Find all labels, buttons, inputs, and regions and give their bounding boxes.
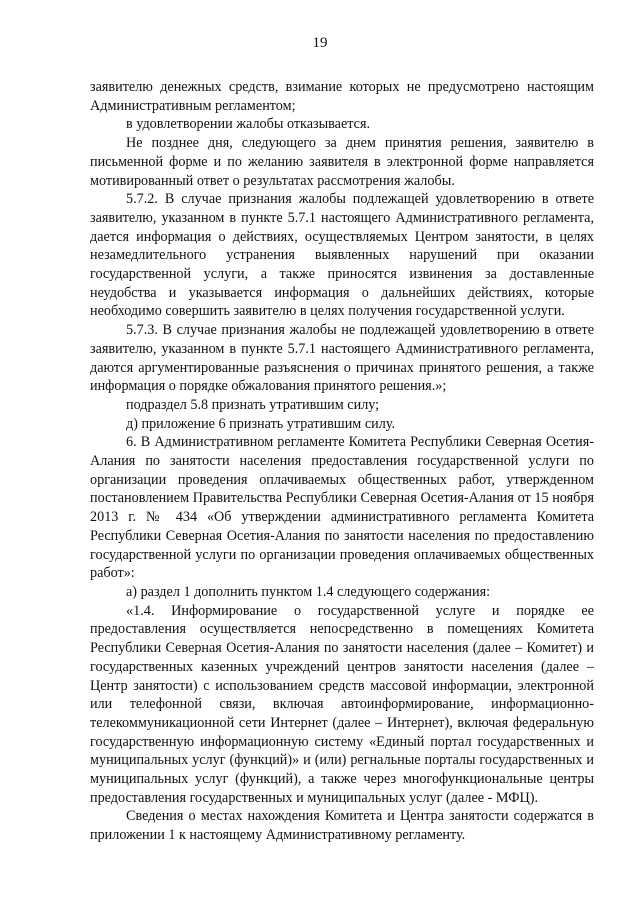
paragraph: Сведения о местах нахождения Комитета и Центра занятости содержатся в приложении 1 к настоящему Административному регламенту. xyxy=(90,808,594,844)
paragraph: 6. В Административном регламенте Комитета Республики Северная Осетия-Алания по занятости населения предоставления государственной услуги по организации проведения оплачиваемых общественных работ, утвержденном постановлением Правительства Республики Северная Осетия-Алания от 15 ноября 2013 г. № 434 «Об утверждении административного регламента Комитета Республики Северная Осетия-Алания по занятости населения по предоставлению государственной услуги по организации проведения оплачиваемых общественных работ»: xyxy=(90,434,594,582)
document-body xyxy=(90,78,594,845)
paragraph: подраздел 5.8 признать утратившим силу; xyxy=(126,396,380,413)
paragraph: а) раздел 1 дополнить пунктом 1.4 следующего содержания: xyxy=(126,583,491,600)
paragraph: в удовлетворении жалобы отказывается. xyxy=(126,116,371,133)
paragraph: д) приложение 6 признать утратившим силу. xyxy=(126,415,396,432)
paragraph: 5.7.2. В случае признания жалобы подлежащей удовлетворению в ответе заявителю, указанном в пункте 5.7.1 настоящего Административного регламента, дается информация о действиях, осуществляемых Центром занятости, в целях незамедлительного устранения выявленных нарушений при оказании государственной услуги, а также приносятся извинения за доставленные неудобства и указывается информация о дальнейших действиях, которые необходимо совершить заявителю в целях получения государственной услуги. xyxy=(90,191,594,320)
paragraph: заявителю денежных средств, взимание которых не предусмотрено настоящим Административным регламентом; xyxy=(90,79,594,114)
page-number: 19 xyxy=(312,35,328,51)
paragraph: «1.4. Информирование о государственной услуге и порядке ее предоставления осуществляется непосредственно в помещениях Комитета Республики Северная Осетия-Алания по занятости населения (далее – Комитет) и государственных казенных учреждений центров занятости населения (далее – Центр занятости) с использованием средств массовой информации, электронной или телефонной связи, включая автоинформирование, информационно-телекоммуникационной сети Интернет (далее – Интернет), включая федеральную государственную информационную систему «Единый портал государственных и муниципальных услуг (функций)» и (или) регнальные порталы государственных и муниципальных услуг (функций), а также через многофункциональные центры предоставления государственных и муниципальных услуг (далее - МФЦ). xyxy=(90,602,594,806)
paragraph: 5.7.3. В случае признания жалобы не подлежащей удовлетворению в ответе заявителю, указанном в пункте 5.7.1 настоящего Административного регламента, даются аргументированные разъяснения о причинах принятого решения, а также информация о порядке обжалования принятого решения.»; xyxy=(90,322,594,395)
paragraph: Не позднее дня, следующего за днем принятия решения, заявителю в письменной форме и по желанию заявителя в электронной форме направляется мотивированный ответ о результатах рассмотрения жалобы. xyxy=(90,135,594,189)
